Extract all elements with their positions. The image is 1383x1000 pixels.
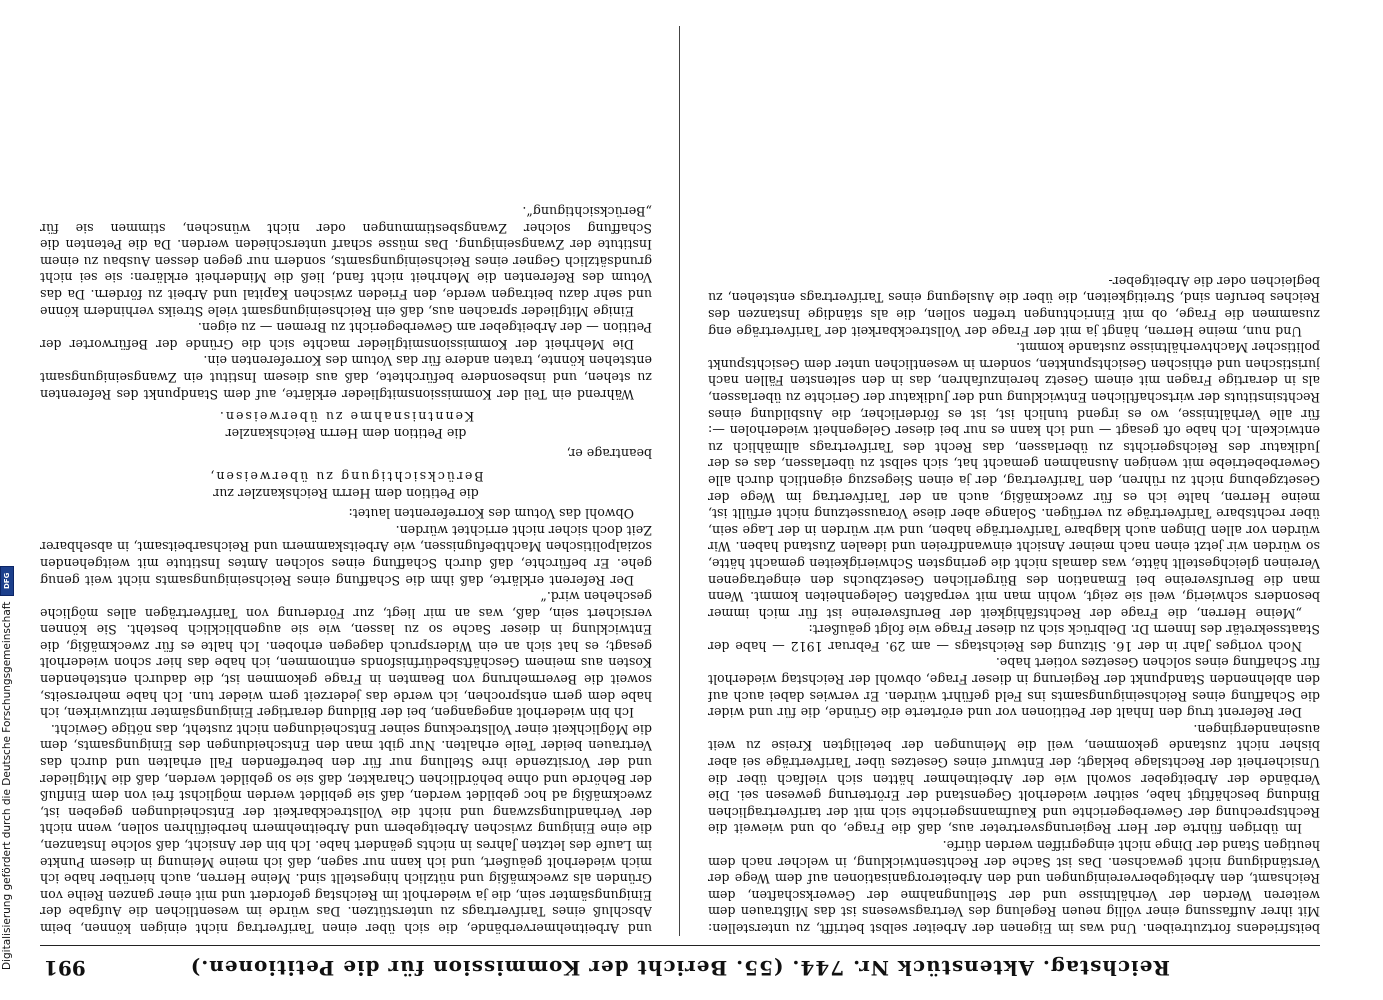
motion-emphasis: Kenntnisnahme zu überweisen.	[217, 409, 475, 425]
motion-line: die Petition dem Herrn Reichskanzler zur	[213, 485, 479, 501]
paragraph: Einige Mitglieder sprachen aus, daß ein Reichseinigungsamt viele Streiks verhindern könne und sehr dazu beitragen werde, den Frieden zwischen Kapital und Arbeit zu fördern. Da das Votum des Referenten die Mehrheit nicht fand, ließ die Minderheit erklären: sie sei nicht grundsätzlich Gegner eines Reichseinigungsamts, sondern nur gegen dessen Ausbau zu einem Institute der Zwangseinigung. Das müsse scharf unterschieden werden. Da die Petenten die Schaffung solcher Zwangsbestimmungen oder nicht wünschen, stimmen sie für „Berücksichtigung“.	[40, 204, 652, 319]
motion-block-1	[40, 467, 652, 500]
paragraph: Während ein Teil der Kommissionsmitglieder erklärte, auf dem Standpunkt des Referenten zu stehen, und insbesondere befürchtete, daß aus diesem Institut ein Zwangseinigungsamt entstehen könnte, traten andere für das Votum des Korreferenten ein.	[40, 353, 652, 402]
scanned-document-page	[40, 20, 1320, 980]
paragraph: Im übrigen führte der Herr Regierungsvertreter aus, daß die Frage, ob und wieweit die Rechtsprechung der Gewerbegerichte und Kaufmannsgerichte sich mit der tarifvertraglichen Bindung beschäftigt habe, seither wiederholt Gegenstand der Erörterung gewesen sei. Die Verbände der Arbeitgeber sowohl wie der Arbeitnehmer hätten sich vielfach über die Unsicherheit der Rechtslage beklagt; der Entwurf eines Gesetzes über Tarifverträge sei aber bisher nicht zustande gekommen, weil die Meinungen der beteiligten Kreise zu weit auseinandergingen.	[708, 721, 1320, 837]
digitization-credit-text: Digitalisierung gefördert durch die Deutsche Forschungsgemeinschaft	[1, 601, 13, 970]
page-number: 991	[44, 956, 86, 980]
column-divider	[679, 26, 680, 936]
text-column-left	[708, 26, 1320, 936]
digitization-credit	[0, 330, 14, 970]
page-title: Reichstag. Aktenstück Nr. 744. (55. Bericht der Kommission für die Petitionen.)	[189, 956, 1170, 980]
paragraph: Und nun, meine Herren, hängt ja mit der Frage der Vollstreckbarkeit der Tarifverträge eng zusammen die Frage, ob mit Einrichtungen treffen sollen, die als ständige Instanzen des Reiches berufen sind, Streitigkeiten, die über die Auslegung eines Tarifvertrags entstehen, zu begleichen oder die Arbeitgeber-	[708, 273, 1320, 339]
paragraph: Der Referent trug den Inhalt der Petitionen vor und erörterte die Gründe, die für und wider die Schaffung eines Reichseinigungsamts ins Feld geführt würden. Er verwies dabei auch auf den ablehnenden Standpunkt der Regierung in dieser Frage, obwohl der Reichstag wiederholt für Schaffung eines solchen Gesetzes votiert habe.	[708, 655, 1320, 721]
paragraph: Ich bin wiederholt angegangen, bei der Bildung derartiger Einigungsämter mitzuwirken, ich habe dem gern entsprochen, ich werde das jederzeit gern wieder tun. Ich habe mehrerseits, soweit die Bevermehrung von Beamten in Frage gekommen ist, die dadurch entstehenden Kosten aus meinem Geschäftsbedürfnisfonds entnommen, ich habe das hier schon wiederholt gesagt; es hat sich an ein Widerspruch dagegen erhoben. Ich halte es für zweckmäßig, die Entwicklung in dieser Sache so zu lassen, wie sie augenblicklich besteht. Sie können versichert sein, daß, was an mir liegt, zur Förderung von Tarifverträgen alles mögliche geschehen wird.“	[40, 589, 652, 721]
quote-intro: Noch voriges Jahr in der 16. Sitzung des Reichstags — am 29. Februar 1912 — habe der Staatssekretär des Innern Dr. Delbrück sich zu dieser Frage wie folgt geäußert:	[708, 622, 1320, 654]
paragraph: und Arbeitnehmerverbände, die sich über einen Tarifvertrag nicht einigen können, beim Abschluß eines Tarifvertrags zu unterstützen. Das würde im wesentlichen die Aufgabe der Einigungsämter sein, die ja wiederholt im Reichstag gefordert und mit einer ganzen Reihe von Gründen als zweckmäßig und nützlich hingestellt sind. Meine Herren, auch hierüber habe ich mich wiederholt geäußert, und ich kann nur sagen, daß ich meine Meinung in diesem Punkte im Laufe des letzten Jahres in nichts geändert habe. Ich bin der Ansicht, daß solche Instanzen, die eine Einigung zwischen Arbeitgebern und Arbeitnehmern herbeiführen sollen, wenn nicht der Verhandlungszwang und nicht die Vollstreckbarkeit der Entscheidungen gegeben ist, zweckmäßig ad hoc gebildet werden, daß sie gebildet werden möglichst frei von dem Einfluß der Behörde und ohne behördlichen Charakter, daß sie so gebildet werden, daß die Mitglieder und der Vorsitzende ihre Stellung nur für den betreffenden Fall erhalten und durch das Vertrauen beider Teile erhalten. Nur gibt man den Entscheidungen des Einigungsamts, dem die Möglichkeit einer Vollstreckung seiner Entscheidungen nicht zusteht, das nötige Gewicht.	[40, 721, 652, 936]
motion-line: die Petition dem Herrn Reichskanzler	[225, 425, 467, 441]
dfg-logo-text: DFG	[3, 572, 11, 589]
paragraph: Der Referent erklärte, daß ihm die Schaffung eines Reichseinigungsamts nicht weit genug gehe. Er befürchte, daß durch Schaffung eines solchen Amtes Institute mit weitgehenden sozialpolitischen Machtbefugnissen, wie Arbeitskammern und Reichsarbeitsamt, in absehbarer Zeit doch sicher nicht errichtet würden.	[40, 522, 652, 588]
page-header	[40, 945, 1320, 980]
paragraph: Obwohl das Votum des Korreferenten lautet:	[348, 506, 634, 522]
motion-intro: beantrage er,	[566, 446, 652, 462]
motion-block-2	[40, 408, 652, 441]
dfg-logo	[0, 566, 14, 596]
text-column-right	[40, 26, 652, 936]
paragraph: Die Mehrheit der Kommissionsmitglieder machte sich die Gründe der Befürworter der Petition — der Arbeitgeber am Gewerbegericht zu Bremen — zu eigen.	[40, 320, 652, 352]
quoted-paragraph: „Meine Herren, die Frage der Rechtsfähigkeit der Berufsvereine ist für mich immer besonders schwierig, weil sie zeigt, wohin man mit verpaßten Gelegenheiten kommt. Wenn man die Berufsvereine bei Emanation des Bürgerlichen Gesetzbuchs den eingetragenen Vereinen gleichgestellt hätte, was damals nicht die geringsten Schwierigkeiten gemacht hätte, so würden wir jetzt einen nach meiner Ansicht einwandfreien und idealen Zustand haben. Wir würden vor allen Dingen auch klagbare Tarifverträge haben, und wir würden in der Lage sein, über rechtsbare Tarifverträge zu verfügen. Solange aber diese Voraussetzung nicht erfüllt ist, meine Herren, halte ich es für zweckmäßig, auch an der Tarifvertrag im Wege der Gesetzgebung nicht zu rühren, den Tarifvertrag, der ja einen Siegeszug eigentlich durch alle Gewerbebetriebe mit wenigen Ausnahmen gemacht hat, sich selbst zu überlassen, das es der Judikatur des Reichsgerichts zu überlassen, das Recht des Tarifvertrags allmählich zu entwickeln. Ich habe oft gesagt — und ich kann es nur bei dieser Gelegenheit wiederholen —: für alle Verhältnisse, wo es irgend tunlich ist, ist es förderlicher, die Ausbildung eines Rechtsinstituts der wirtschaftlichen Entwicklung und der Judikatur der Gerichte zu überlassen, als in derartige Fragen mit einem Gesetz hereinzufahren, das in den seltensten Fällen nach juristischen und ethischen Gesichtspunkten, sondern in wesentlichen unter dem Gesichtspunkt politischer Machtverhältnisse zustande kommt.	[708, 340, 1320, 621]
paragraph: beitsfriedens fortzutreiben. Und was im Eigenen der Arbeiter selbst betrifft, zu unterstellen: Mit ihrer Auffassung einer völlig neuen Regelung des Vertragswesens ist das Mißtrauen dem weiteren Werden der Verhältnisse und der Stellungnahme der Gewerkschaften, dem Reichsamt, den Arbeitgebervereinigungen und den Arbeiterorganisationen auf dem Wege der Verständigung nicht gewachsen. Das ist Sache der Rechtsentwicklung, in welcher nach dem heutigen Stand der Dinge nicht eingegriffen werden dürfe.	[708, 838, 1320, 936]
motion-emphasis: Berücksichtigung zu überweisen,	[208, 468, 484, 484]
